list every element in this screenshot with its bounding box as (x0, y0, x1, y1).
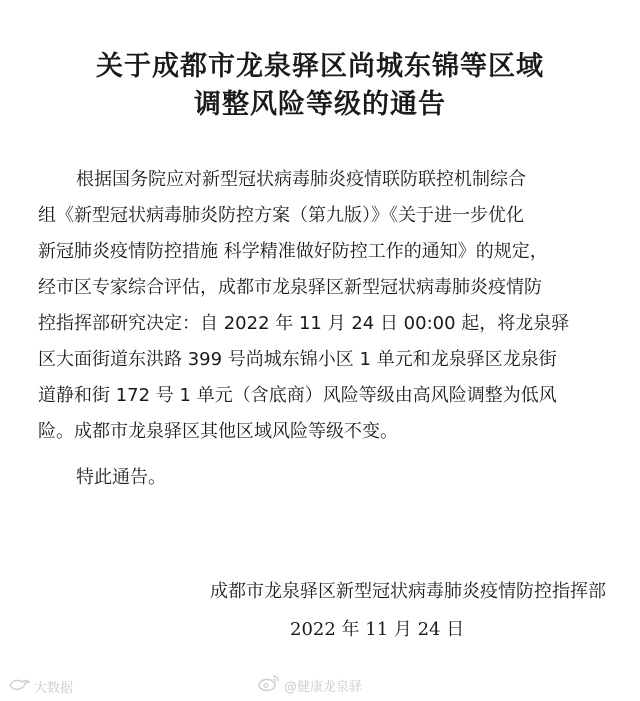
closing-line: 特此通告。 (76, 467, 166, 488)
body-line: 险。成都市龙泉驿区其他区域风险等级不变。 (38, 421, 398, 442)
body-line: 新冠肺炎疫情防控措施 科学精准做好防控工作的通知》的规定， (38, 241, 548, 262)
notice-title-line-1: 关于成都市龙泉驿区尚城东锦等区域 (96, 51, 544, 82)
notice-body (38, 162, 610, 450)
body-line: 经市区专家综合评估，成都市龙泉驿区新型冠状病毒肺炎疫情防 (38, 277, 542, 298)
body-line: 控指挥部研究决定：自 2022 年 11 月 24 日 00:00 起，将龙泉驿 (38, 313, 570, 334)
signature-organization: 成都市龙泉驿区新型冠状病毒肺炎疫情防控指挥部 (210, 581, 606, 602)
weibo-icon (258, 674, 280, 696)
body-line: 区大面街道东洪路 399 号尚城东锦小区 1 单元和龙泉驿区龙泉街 (38, 349, 557, 370)
body-line: 根据国务院应对新型冠状病毒肺炎疫情联防联控机制综合 (76, 169, 526, 190)
notice-title-line-2: 调整风险等级的通告 (194, 89, 446, 120)
watermark-left-text: 大数据 (34, 680, 74, 696)
body-line: 道静和街 172 号 1 单元（含底商）风险等级由高风险调整为低风 (38, 385, 557, 406)
watermark-right (258, 674, 362, 696)
signature-date: 2022 年 11 月 24 日 (290, 619, 465, 640)
body-line: 组《新型冠状病毒肺炎防控方案（第九版）》《关于进一步优化 (38, 205, 524, 226)
watermark-right-text: @健康龙泉驿 (284, 679, 363, 695)
dove-icon (8, 676, 30, 696)
watermark-left (8, 676, 73, 696)
notice-closing (38, 460, 610, 496)
